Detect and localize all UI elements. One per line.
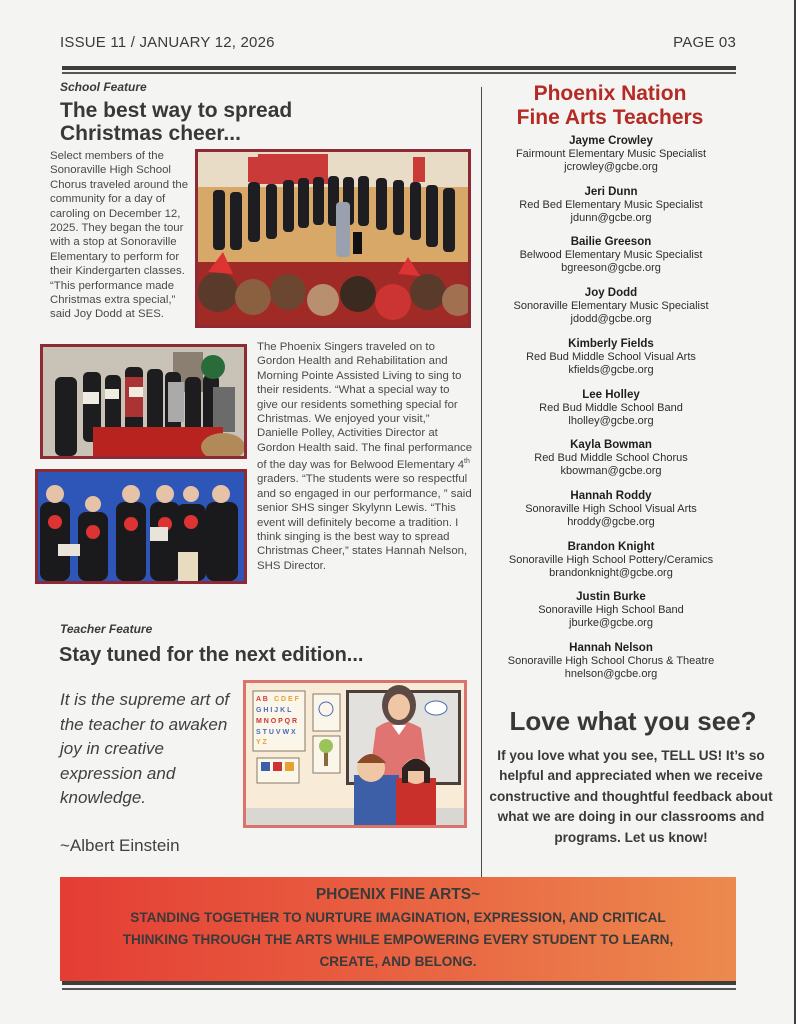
page-header	[60, 30, 736, 54]
teacher-role: Sonoraville High School Pottery/Ceramics	[508, 554, 714, 566]
teacher-role: Sonoraville Elementary Music Specialist	[513, 300, 709, 312]
teacher-entry	[486, 287, 736, 325]
teacher-name: Hannah Nelson	[569, 642, 653, 654]
teacher-role: Sonoraville High School Visual Arts	[525, 503, 697, 515]
teachers-directory-title	[490, 82, 730, 130]
svg-text:S T U V W X: S T U V W X	[256, 729, 296, 736]
section-kicker-school: School Feature	[60, 80, 147, 94]
einstein-quote: It is the supreme art of the teacher to awaken joy in creative expression and knowledge.	[60, 690, 230, 807]
teacher-entry	[486, 490, 736, 528]
teacher-entry	[486, 186, 736, 224]
teacher-entry	[486, 642, 736, 680]
article-headline	[60, 100, 292, 145]
teacher-role: Belwood Elementary Music Specialist	[519, 249, 703, 261]
teachers-title-line-2: Fine Arts Teachers	[516, 106, 704, 129]
teacher-email-link[interactable]: jdodd@gcbe.org	[570, 312, 652, 325]
page-number: PAGE 03	[673, 33, 736, 51]
teacher-role: Red Bud Middle School Band	[539, 402, 683, 414]
belwood-photo	[35, 469, 247, 584]
teacher-name: Kimberly Fields	[568, 338, 654, 350]
issue-date: ISSUE 11 / JANUARY 12, 2026	[60, 33, 275, 51]
teacher-email-link[interactable]: jburke@gcbe.org	[569, 616, 653, 629]
svg-text:G H I J K L: G H I J K L	[256, 707, 292, 714]
teacher-name: Lee Holley	[582, 389, 640, 401]
ordinal-suffix: th	[464, 458, 470, 466]
teacher-email-link[interactable]: brandonknight@gcbe.org	[549, 566, 673, 579]
svg-text:C D E F: C D E F	[274, 696, 299, 703]
quote-author: ~Albert Einstein	[60, 836, 180, 855]
teacher-email-link[interactable]: bgreeson@gcbe.org	[561, 261, 661, 274]
teacher-role: Red Bud Middle School Visual Arts	[526, 351, 696, 363]
paragraph-2-text-cont: graders. “The students were so respectful and so engaged in our performance, ” said senior SHS singer Skylynn Lewis. “This event will definitely become a tradition. I think singing is the best way to spread Christmas Cheer,” states Hannah Nelson, SHS Director.	[257, 473, 472, 572]
column-divider	[481, 87, 482, 877]
assisted-living-photo	[40, 344, 247, 459]
teacher-name: Joy Dodd	[584, 287, 638, 299]
footer-rule-thin	[62, 988, 736, 990]
teacher-entry	[486, 135, 736, 173]
headline-line-2: Christmas cheer...	[60, 121, 241, 145]
teacher-email-link[interactable]: hroddy@gcbe.org	[567, 515, 655, 528]
teacher-email-link[interactable]: jdunn@gcbe.org	[570, 211, 652, 224]
banner-mission-text: STANDING TOGETHER TO NURTURE IMAGINATION, EXPRESSION, AND CRITICAL THINKING THROUGH THE ARTS WHILE EMPOWERING EVERY STUDENT TO LEARN, CREATE, AND BELONG.	[122, 910, 674, 969]
teacher-name: Bailie Greeson	[570, 236, 652, 248]
feedback-title: Love what you see?	[509, 706, 757, 736]
teacher-illustration	[243, 680, 467, 828]
svg-text:M N O P Q R: M N O P Q R	[256, 718, 298, 725]
banner-title: PHOENIX FINE ARTS~	[315, 886, 481, 903]
teacher-entry	[486, 338, 736, 376]
teacher-email-link[interactable]: jcrowley@gcbe.org	[564, 160, 658, 173]
headline-line-1: The best way to spread	[60, 99, 293, 122]
article-paragraph-2	[257, 340, 473, 573]
mission-banner	[60, 877, 736, 981]
teacher-name: Kayla Bowman	[570, 439, 652, 451]
teacher-email-link[interactable]: lholley@gcbe.org	[568, 414, 654, 427]
teacher-name: Hannah Roddy	[570, 490, 652, 502]
teacher-entry	[486, 389, 736, 427]
teacher-role: Sonoraville High School Band	[538, 604, 684, 616]
teacher-role: Sonoraville High School Chorus & Theatre	[507, 655, 715, 667]
teacher-entry	[486, 591, 736, 629]
svg-text:Y Z: Y Z	[256, 739, 267, 746]
teacher-name: Jeri Dunn	[584, 186, 638, 198]
footer-rule-thick	[62, 981, 736, 985]
gym-caroling-photo	[195, 149, 471, 328]
teacher-email-link[interactable]: kbowman@gcbe.org	[560, 464, 662, 477]
teacher-email-link[interactable]: kfields@gcbe.org	[568, 363, 654, 376]
teacher-entry	[486, 541, 736, 579]
paragraph-2-text: The Phoenix Singers traveled on to Gordon Health and Rehabilitation and Morning Pointe Assisted Living to sing to their residents. “What a special way to give our residents something special for Christmas. We enjoyed your visit,” Danielle Polley, Activities Director at Gordon Health said. The final performance of the day was for Belwood Elementary 4	[257, 341, 473, 472]
teacher-name: Justin Burke	[576, 591, 646, 603]
teacher-name: Jayme Crowley	[569, 135, 653, 147]
section-kicker-teacher: Teacher Feature	[60, 622, 153, 636]
teacher-email-link[interactable]: hnelson@gcbe.org	[564, 667, 658, 680]
article-paragraph-1: Select members of the Sonoraville High School Chorus traveled around the community for a day of caroling on December 12, 2025. They began the tour with a stop at Sonoraville Elementary to perform for their Kindergarten classes. “This performance made Christmas extra special,” said Joy Dodd at SES.	[50, 150, 189, 321]
header-rule-thick	[62, 66, 736, 70]
teacher-feature-headline: Stay tuned for the next edition...	[59, 644, 364, 666]
teacher-role: Fairmount Elementary Music Specialist	[515, 148, 707, 160]
teachers-title-line-1: Phoenix Nation	[533, 82, 687, 105]
teacher-entry	[486, 236, 736, 274]
teacher-name: Brandon Knight	[567, 541, 655, 553]
header-rule-thin	[62, 72, 736, 74]
teacher-role: Red Bud Middle School Chorus	[534, 452, 688, 464]
svg-text:A B: A B	[256, 696, 268, 703]
teacher-role: Red Bed Elementary Music Specialist	[519, 199, 703, 211]
teacher-entry	[486, 439, 736, 477]
feedback-body: If you love what you see, TELL US! It’s so helpful and appreciated when we receive constructive and thoughtful feedback about what we are doing in our classrooms and programs. Let us know!	[489, 748, 773, 845]
